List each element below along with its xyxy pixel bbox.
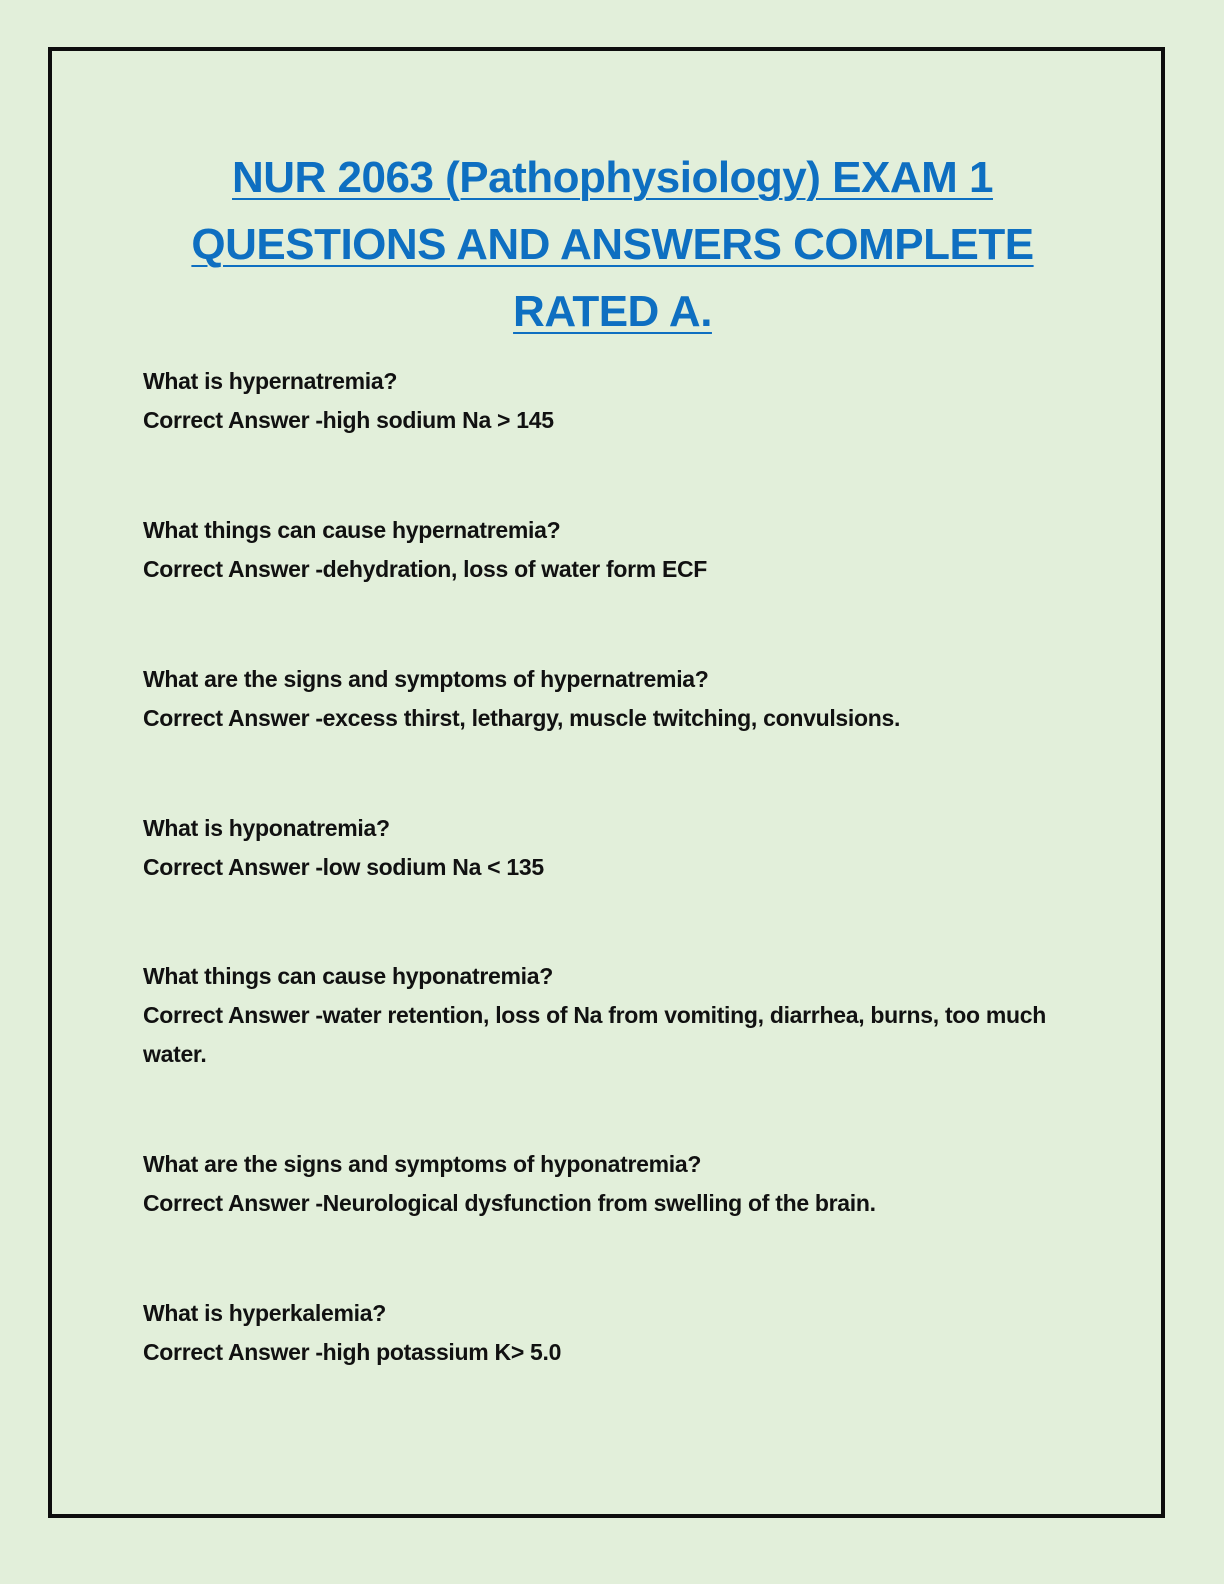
question-text: What is hyperkalemia? bbox=[143, 1300, 386, 1326]
qa-item-7 bbox=[143, 1294, 1073, 1372]
title-line-1: NUR 2063 (Pathophysiology) EXAM 1 bbox=[232, 153, 993, 202]
qa-item-4 bbox=[143, 809, 1073, 887]
document-title bbox=[120, 144, 1105, 345]
question-text: What are the signs and symptoms of hyponatremia? bbox=[143, 1151, 702, 1177]
question-text: What things can cause hyponatremia? bbox=[143, 963, 553, 989]
qa-item-1 bbox=[143, 362, 1073, 440]
answer-text: Correct Answer -high sodium Na > 145 bbox=[143, 407, 554, 433]
qa-item-6 bbox=[143, 1145, 1073, 1223]
answer-text: Correct Answer -water retention, loss of Na from vomiting, diarrhea, burns, too much water. bbox=[143, 1002, 1047, 1067]
answer-text: Correct Answer -low sodium Na < 135 bbox=[143, 854, 544, 880]
question-text: What are the signs and symptoms of hypernatremia? bbox=[143, 666, 709, 692]
qa-item-3 bbox=[143, 660, 1073, 738]
answer-text: Correct Answer -high potassium K> 5.0 bbox=[143, 1339, 562, 1365]
answer-text: Correct Answer -dehydration, loss of water form ECF bbox=[143, 556, 708, 582]
qa-item-2 bbox=[143, 511, 1073, 589]
question-text: What things can cause hypernatremia? bbox=[143, 517, 561, 543]
title-line-2: QUESTIONS AND ANSWERS COMPLETE bbox=[191, 220, 1034, 269]
question-text: What is hypernatremia? bbox=[143, 368, 398, 394]
title-line-3: RATED A. bbox=[513, 287, 712, 336]
question-text: What is hyponatremia? bbox=[143, 815, 390, 841]
qa-item-5 bbox=[143, 957, 1073, 1074]
answer-text: Correct Answer -excess thirst, lethargy, muscle twitching, convulsions. bbox=[143, 705, 901, 731]
answer-text: Correct Answer -Neurological dysfunction from swelling of the brain. bbox=[143, 1190, 876, 1216]
